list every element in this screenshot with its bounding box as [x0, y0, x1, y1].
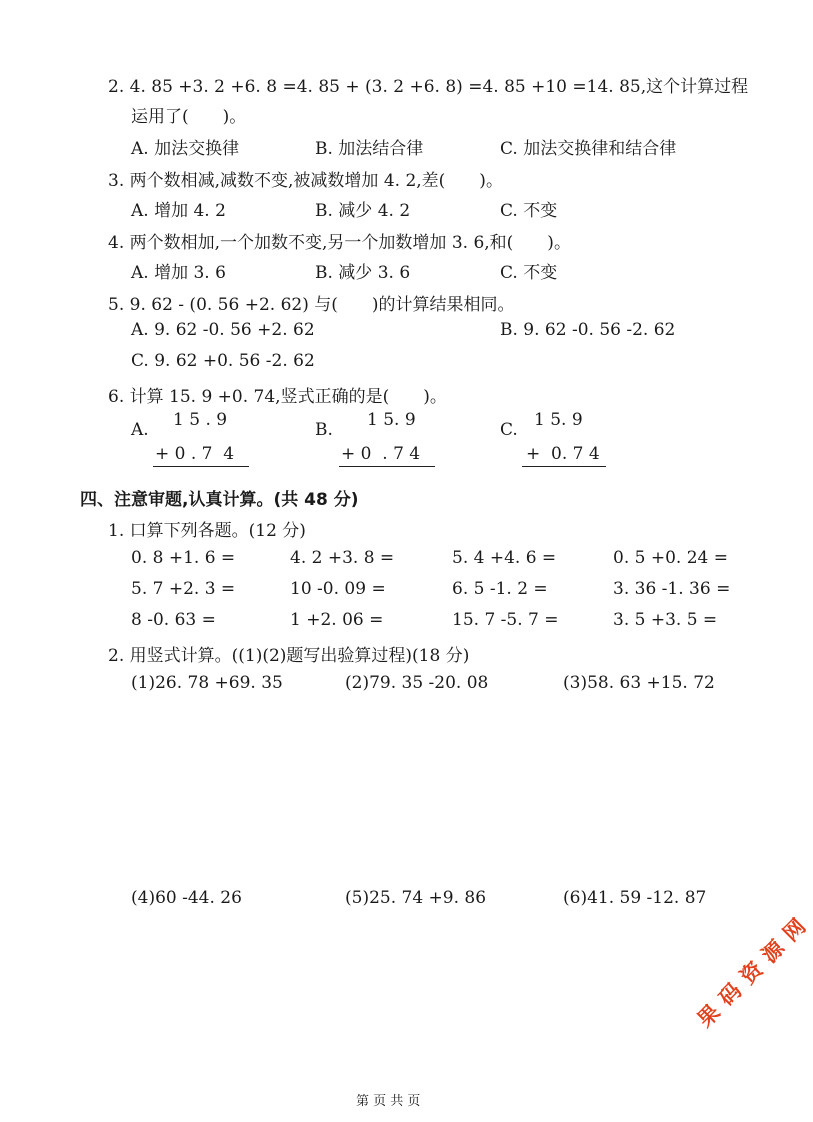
q5-option-b: B. 9. 62 -0. 56 -2. 62 [500, 320, 676, 340]
written-item: (5)25. 74 +9. 86 [345, 888, 487, 908]
q6-choice-c-rule [522, 466, 606, 467]
q6-text: 6. 计算 15. 9 +0. 74,竖式正确的是( )。 [108, 387, 447, 407]
section-4-title: 四、注意审题,认真计算。(共 48 分) [80, 490, 359, 510]
oral-item: 4. 2 +3. 8 = [290, 548, 395, 568]
written-calc-title: 2. 用竖式计算。((1)(2)题写出验算过程)(18 分) [108, 646, 470, 666]
written-item: (4)60 -44. 26 [131, 888, 242, 908]
written-item: (3)58. 63 +15. 72 [563, 673, 715, 693]
q3-option-b: B. 减少 4. 2 [315, 201, 411, 221]
q6-choice-b-rule [339, 466, 435, 467]
q3-option-c: C. 不变 [500, 201, 558, 221]
q2-line2: 运用了( )。 [131, 107, 247, 127]
q6-choice-a-top: 1 5 . 9 [173, 410, 228, 430]
q6-choice-c-label: C. [500, 420, 518, 440]
q6-choice-c-bottom: + 0. 7 4 [526, 444, 600, 464]
q6-choice-a-label: A. [131, 420, 149, 440]
q5-text: 5. 9. 62 - (0. 56 +2. 62) 与( )的计算结果相同。 [108, 295, 515, 315]
q3-option-a: A. 增加 4. 2 [131, 201, 226, 221]
oral-item: 3. 36 -1. 36 = [613, 579, 731, 599]
q6-choice-b [315, 410, 445, 470]
q5-option-a: A. 9. 62 -0. 56 +2. 62 [131, 320, 315, 340]
q6-choice-a-bottom: + 0 . 7 4 [155, 444, 235, 464]
oral-item: 6. 5 -1. 2 = [452, 579, 548, 599]
q6-choice-a [131, 410, 261, 470]
oral-item: 0. 5 +0. 24 = [613, 548, 728, 568]
oral-item: 10 -0. 09 = [290, 579, 386, 599]
q6-choice-c [500, 410, 630, 470]
q4-option-b: B. 减少 3. 6 [315, 263, 411, 283]
page-footer: 第 页 共 页 [356, 1094, 421, 1109]
q6-choice-b-label: B. [315, 420, 333, 440]
q4-text: 4. 两个数相加,一个加数不变,另一个加数增加 3. 6,和( )。 [108, 233, 571, 253]
q6-choice-b-top: 1 5. 9 [367, 410, 416, 430]
oral-item: 8 -0. 63 = [131, 610, 216, 630]
q2-option-c: C. 加法交换律和结合律 [500, 139, 677, 159]
oral-item: 1 +2. 06 = [290, 610, 384, 630]
oral-item: 0. 8 +1. 6 = [131, 548, 236, 568]
q2-option-a: A. 加法交换律 [131, 139, 240, 159]
written-item: (2)79. 35 -20. 08 [345, 673, 489, 693]
q2-line1: 2. 4. 85 +3. 2 +6. 8 =4. 85 + (3. 2 +6. 8) =4. 85 +10 =14. 85,这个计算过程 [108, 77, 749, 97]
q4-option-c: C. 不变 [500, 263, 558, 283]
q6-choice-a-rule [153, 466, 249, 467]
watermark-logo: 果 码 资 源 网 [692, 913, 812, 1032]
oral-item: 5. 4 +4. 6 = [452, 548, 557, 568]
q3-text: 3. 两个数相减,减数不变,被减数增加 4. 2,差( )。 [108, 171, 503, 191]
q5-option-c: C. 9. 62 +0. 56 -2. 62 [131, 351, 315, 371]
oral-calc-title: 1. 口算下列各题。(12 分) [108, 521, 306, 541]
written-item: (1)26. 78 +69. 35 [131, 673, 283, 693]
oral-item: 15. 7 -5. 7 = [452, 610, 559, 630]
written-item: (6)41. 59 -12. 87 [563, 888, 707, 908]
q6-choice-c-top: 1 5. 9 [534, 410, 583, 430]
oral-item: 3. 5 +3. 5 = [613, 610, 718, 630]
q6-choice-b-bottom: + 0 . 7 4 [341, 444, 421, 464]
oral-item: 5. 7 +2. 3 = [131, 579, 236, 599]
q2-option-b: B. 加法结合律 [315, 139, 424, 159]
q4-option-a: A. 增加 3. 6 [131, 263, 226, 283]
